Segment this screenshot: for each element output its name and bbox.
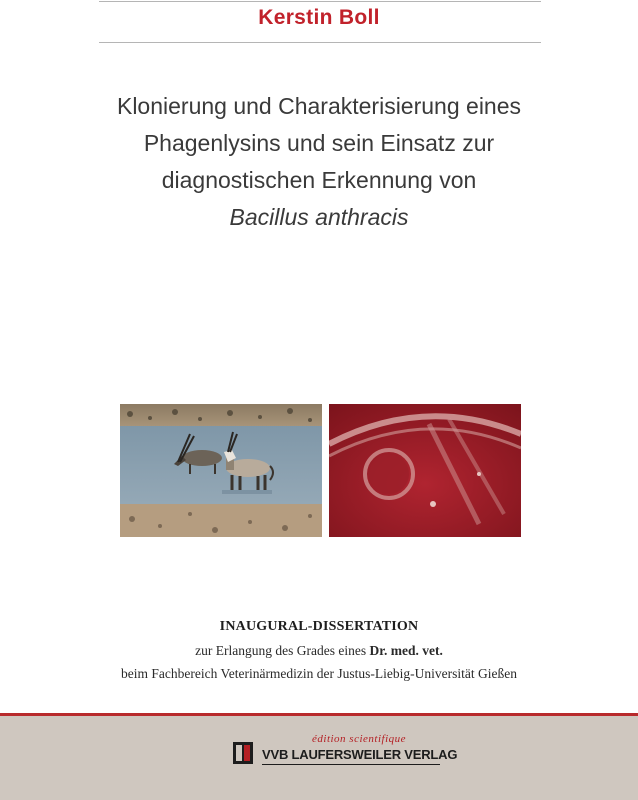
publisher-underline — [262, 764, 440, 765]
author-rule — [99, 42, 541, 43]
title-line: Klonierung und Charakterisierung eines — [116, 93, 522, 119]
author-name: Kerstin Boll — [258, 6, 380, 29]
degree-name: Dr. med. vet. — [369, 643, 443, 658]
title-line: diagnostischen Erkennung von — [161, 167, 477, 193]
bacteria-culture-plate-photo — [329, 404, 521, 537]
dissertation-faculty-line: beim Fachbereich Veterinärmedizin der Justus-Liebig-Universität Gießen — [121, 666, 517, 681]
top-rule — [99, 1, 541, 2]
dissertation-degree-line — [0, 643, 638, 659]
publisher-logo-icon — [233, 742, 253, 764]
edition-scientifique-script: édition scientifique — [312, 733, 407, 745]
publisher-name: VVB LAUFERSWEILER VERLAG — [262, 747, 458, 762]
dissertation-heading: INAUGURAL-DISSERTATION — [219, 619, 419, 634]
degree-prefix: zur Erlangung des Grades eines — [195, 643, 370, 658]
title-species: Bacillus anthracis — [229, 204, 409, 230]
title-line: Phagenlysins und sein Einsatz zur — [143, 130, 495, 156]
book-title — [40, 88, 598, 236]
oryx-waterhole-photo — [120, 404, 322, 537]
